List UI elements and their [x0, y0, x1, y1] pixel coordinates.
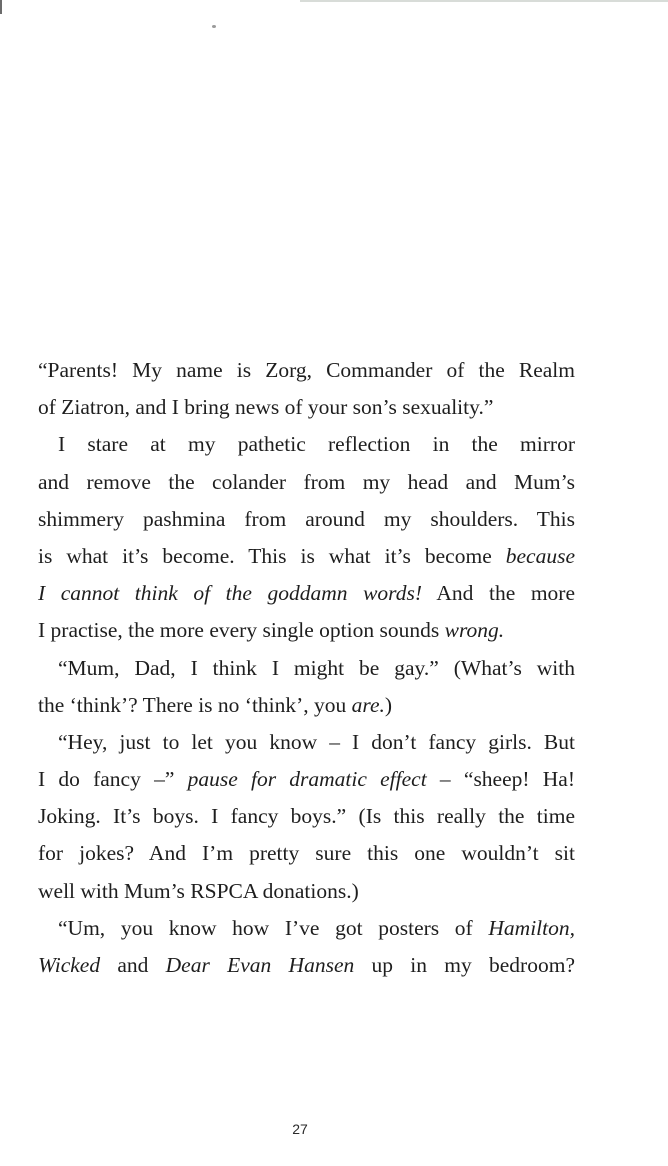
text-line	[38, 835, 575, 872]
body-text	[38, 352, 575, 984]
text-run: Joking. It’s boys. I fancy boys.” (Is this really the time	[38, 804, 575, 829]
text-run: “Hey, just to let you know – I don’t fancy girls. But	[58, 729, 575, 754]
text-run: for jokes? And I’m pretty sure this one wouldn’t sit	[38, 841, 575, 866]
text-run: and	[100, 953, 166, 977]
text-line	[38, 464, 575, 501]
text-run: – “sheep! Ha!	[426, 767, 576, 792]
text-run: “Mum, Dad, I think I might be gay.” (What’s with	[58, 655, 575, 680]
italic-text: I cannot think of the goddamn words!	[38, 581, 423, 606]
paragraph	[38, 910, 575, 984]
text-line	[38, 389, 575, 426]
text-line	[38, 538, 575, 575]
text-run: is what it’s become. This is what it’s become	[38, 543, 506, 568]
text-line	[38, 501, 575, 538]
text-run: )	[384, 692, 393, 717]
text-run: and remove the colander from my head and Mum’s	[38, 469, 575, 494]
text-run: I practise, the more every single option sounds	[38, 618, 445, 643]
text-run: “Um, you know how I’ve got posters of	[58, 915, 489, 940]
text-line	[38, 947, 575, 984]
text-run: the ‘think’? There is no ‘think’, you	[38, 692, 352, 717]
text-run: well with Mum’s RSPCA donations.)	[38, 878, 359, 903]
text-line	[38, 575, 575, 612]
text-run: shimmery pashmina from around my shoulders. This	[38, 506, 575, 531]
top-edge-rule	[300, 0, 668, 2]
text-line	[38, 426, 575, 463]
text-line	[38, 724, 575, 761]
italic-text: Wicked	[38, 953, 101, 977]
text-line	[38, 352, 575, 389]
text-run: of Ziatron, and I bring news of your son’s sexuality.”	[38, 395, 494, 420]
paragraph	[38, 724, 575, 910]
italic-text: are.	[351, 692, 385, 717]
paragraph	[38, 352, 575, 426]
text-line	[38, 873, 575, 910]
text-run: And the more	[422, 581, 575, 606]
text-line	[38, 650, 575, 687]
paragraph	[38, 650, 575, 724]
page-number: 27	[292, 1121, 308, 1137]
text-line	[38, 612, 575, 649]
left-edge-mark	[0, 0, 2, 14]
italic-text: wrong.	[444, 618, 505, 643]
text-line	[38, 798, 575, 835]
text-line	[38, 910, 575, 947]
italic-text: because	[505, 543, 575, 568]
paragraph	[38, 426, 575, 649]
text-run: I stare at my pathetic reflection in the mirror	[58, 432, 575, 457]
italic-text: pause for dramatic effect	[187, 767, 427, 792]
paper-speck	[212, 25, 216, 28]
italic-text: Dear Evan Hansen	[165, 953, 355, 977]
text-line	[38, 687, 575, 724]
italic-text: Hamilton,	[488, 915, 575, 940]
text-run: I do fancy –”	[38, 767, 188, 792]
text-run: up in my bedroom?	[354, 953, 575, 977]
text-run: “Parents! My name is Zorg, Commander of the Realm	[38, 358, 575, 382]
text-line	[38, 761, 575, 798]
